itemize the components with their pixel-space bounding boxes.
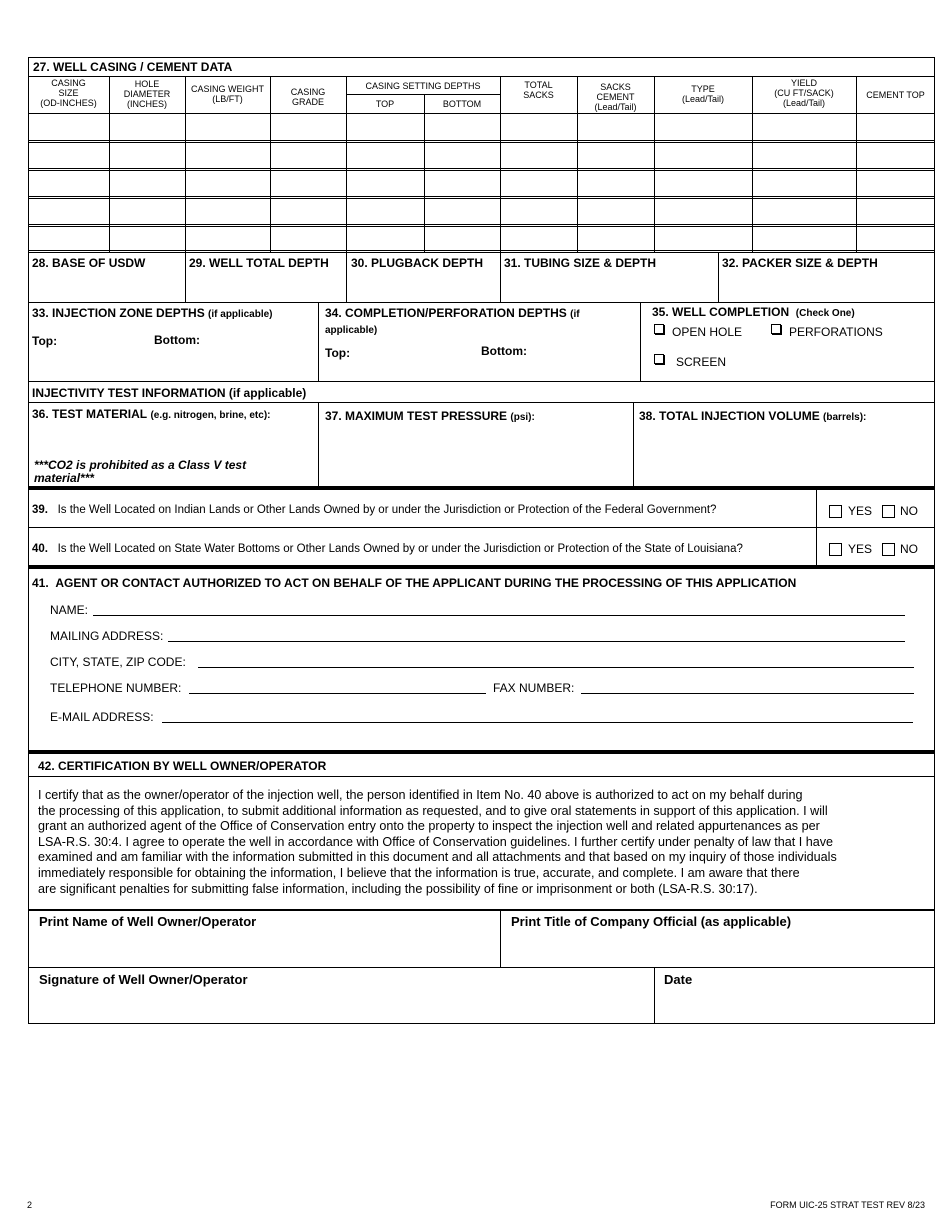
col-setting-depths: CASING SETTING DEPTHS: [365, 81, 481, 91]
question-40: 40. Is the Well Located on State Water Bottoms or Other Lands Owned by or under the Jurisdiction or Protection of the State of Louisiana?: [32, 543, 743, 555]
col-cement-top: CEMENT TOP: [866, 90, 925, 100]
injectivity-title: INJECTIVITY TEST INFORMATION (if applicable): [32, 386, 307, 400]
col-casing-grade: CASING GRADE: [290, 87, 326, 107]
col-casing-size: CASING SIZE (OD-INCHES): [40, 78, 97, 108]
casing-row-1[interactable]: [29, 114, 934, 140]
open-hole-checkbox[interactable]: [654, 324, 664, 334]
screen-checkbox[interactable]: [654, 354, 664, 364]
completion-bottom-label: Bottom:: [481, 344, 527, 358]
injection-zone-title: 33. INJECTION ZONE DEPTHS (if applicable): [32, 306, 273, 320]
agent-name-field[interactable]: [93, 603, 905, 616]
col-total-sacks: TOTAL SACKS: [523, 80, 554, 100]
question-39: 39. Is the Well Located on Indian Lands or Other Lands Owned by or under the Jurisdiction or Protection of the Federal Government?: [32, 504, 717, 516]
packer-size-label: 32. PACKER SIZE & DEPTH: [722, 256, 878, 270]
completion-depths-title: 34. COMPLETION/PERFORATION DEPTHS (if applicable): [325, 306, 580, 336]
q39-no-label: NO: [900, 504, 918, 518]
screen-label: SCREEN: [676, 355, 727, 369]
casing-row-4[interactable]: [29, 199, 934, 224]
col-top: TOP: [375, 99, 395, 109]
agent-mailing-field[interactable]: [168, 629, 905, 642]
agent-fax-label: FAX NUMBER:: [493, 681, 575, 695]
q39-no-checkbox[interactable]: [882, 505, 895, 518]
certification-text: I certify that as the owner/operator of the injection well, the person identified in Item No. 40 above is authorized to act on my behalf during the processing of this application, to submit additional information as requested, and to give oral statements in support of this application. I will grant an authorized agent of the Office of Conservation entry onto the property to inspect the injection well and related appurtenances as per LSA-R.S. 30:4. I agree to operate the well in accordance with Office of Conservation guidelines. I further certify under penalty of law that I have examined and am familiar with the information submitted in this document and all attachments and that based on my inquiry of those individuals immediately responsible for obtaining the information, I believe that the information is true, accurate, and complete. I am aware that there are significant penalties for submitting false information, including the possibility of fine or imprisonment or both (LSA-R.S. 30:17).: [38, 788, 837, 896]
injection-zone-top-label: Top:: [32, 334, 58, 348]
print-name-field[interactable]: [30, 934, 498, 966]
well-total-depth-label: 29. WELL TOTAL DEPTH: [189, 256, 329, 270]
injection-zone-bottom-label: Bottom:: [154, 333, 200, 347]
perforations-checkbox[interactable]: [771, 324, 781, 334]
max-test-pressure-title: 37. MAXIMUM TEST PRESSURE (psi):: [325, 409, 535, 423]
col-yield: YIELD (CU FT/SACK) (Lead/Tail): [774, 78, 834, 108]
co2-warning: ***CO2 is prohibited as a Class V test material***: [34, 458, 247, 485]
tubing-size-label: 31. TUBING SIZE & DEPTH: [504, 256, 657, 270]
perforations-label: PERFORATIONS: [789, 325, 883, 339]
q40-no-label: NO: [900, 542, 918, 556]
plugback-depth-label: 30. PLUGBACK DEPTH: [351, 256, 484, 270]
agent-fax-field[interactable]: [581, 681, 914, 694]
open-hole-label: OPEN HOLE: [672, 325, 743, 339]
injection-volume-title: 38. TOTAL INJECTION VOLUME (barrels):: [639, 409, 867, 423]
date-field[interactable]: [656, 990, 933, 1022]
q39-yes-checkbox[interactable]: [829, 505, 842, 518]
section-27-title: 27. WELL CASING / CEMENT DATA: [33, 60, 233, 74]
print-title-field[interactable]: [502, 934, 933, 966]
well-completion-title: 35. WELL COMPLETION (Check One): [652, 305, 855, 319]
date-label: Date: [664, 972, 693, 987]
col-bottom: BOTTOM: [442, 99, 482, 109]
casing-row-2[interactable]: [29, 143, 934, 168]
agent-phone-label: TELEPHONE NUMBER:: [50, 681, 182, 695]
agent-mailing-label: MAILING ADDRESS:: [50, 629, 164, 643]
agent-name-label: NAME:: [50, 603, 89, 617]
agent-city-field[interactable]: [198, 655, 914, 668]
agent-phone-field[interactable]: [189, 681, 486, 694]
certification-title: 42. CERTIFICATION BY WELL OWNER/OPERATOR: [38, 759, 327, 773]
completion-top-label: Top:: [325, 346, 351, 360]
agent-email-field[interactable]: [162, 710, 913, 723]
col-hole-diameter: HOLE DIAMETER (INCHES): [123, 79, 171, 109]
form-id: FORM UIC-25 STRAT TEST REV 8/23: [770, 1200, 925, 1210]
test-material-title: 36. TEST MATERIAL (e.g. nitrogen, brine, etc):: [32, 407, 271, 421]
signature-field[interactable]: [30, 990, 652, 1022]
col-type: TYPE (Lead/Tail): [681, 84, 725, 104]
q39-yes-label: YES: [848, 504, 873, 518]
casing-row-3[interactable]: [29, 171, 934, 196]
casing-row-5[interactable]: [29, 227, 934, 252]
q40-yes-label: YES: [848, 542, 873, 556]
col-sacks-cement: SACKS CEMENT (Lead/Tail): [594, 82, 637, 112]
q40-yes-checkbox[interactable]: [829, 543, 842, 556]
agent-title: 41. AGENT OR CONTACT AUTHORIZED TO ACT ON BEHALF OF THE APPLICANT DURING THE PROCESSING OF THIS APPLICATION: [32, 576, 797, 590]
print-title-label: Print Title of Company Official (as applicable): [511, 914, 792, 929]
base-of-usdw-label: 28. BASE OF USDW: [32, 256, 146, 270]
q40-no-checkbox[interactable]: [882, 543, 895, 556]
agent-email-label: E-MAIL ADDRESS:: [50, 710, 154, 724]
page-number: 2: [27, 1200, 33, 1210]
col-casing-weight: CASING WEIGHT (LB/FT): [190, 84, 264, 104]
print-name-label: Print Name of Well Owner/Operator: [39, 914, 257, 929]
agent-city-label: CITY, STATE, ZIP CODE:: [50, 655, 186, 669]
signature-label: Signature of Well Owner/Operator: [39, 972, 248, 987]
